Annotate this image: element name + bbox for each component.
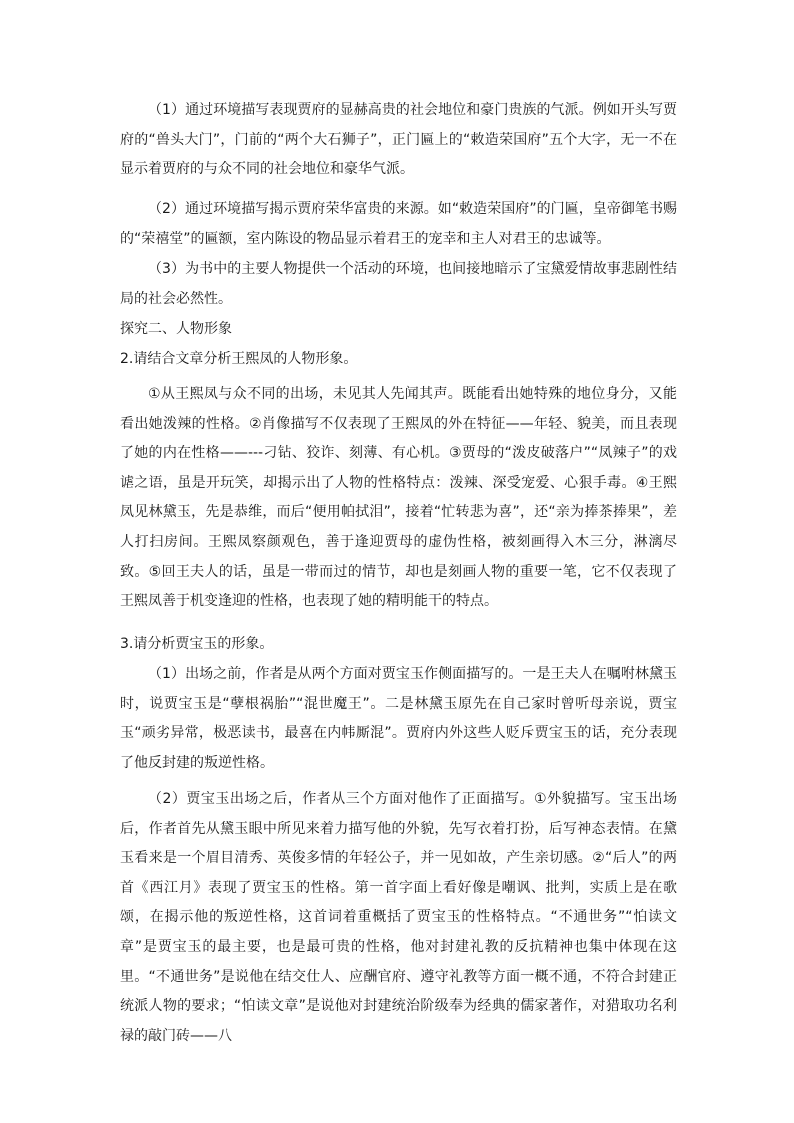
paragraph-wang-xifeng: ①从王熙凤与众不同的出场，未见其人先闻其声。既能看出她特殊的地位身分，又能看出她泼辣的性格。②肖像描写不仅表现了王熙凤的外在特征——年轻、貌美，而且表现了她的内在性格——---刁钻、狡诈、刻薄、有心机。③贾母的“泼皮破落户”“凤辣子”的戏谑之语，虽是开玩笑，却揭示出了人物的性格特点：泼辣、深受宠爱、心狠手毒。④王熙凤见林黛玉，先是恭维，而后“便用帕拭泪”，接着“忙转悲为喜”，还“亲为捧茶捧果”，差人打扫房间。王熙凤察颜观色，善于逢迎贾母的虚伪性格，被刻画得入木三分，淋漓尽致。⑤回王夫人的话，虽是一带而过的情节，却也是刻画人物的重要一笔，它不仅表现了王熙凤善于机变逢迎的性格，也表现了她的精明能干的特点。 — [120, 386, 677, 610]
paragraph-environment-1: （1）通过环境描写表现贾府的显赫高贵的社会地位和豪门贵族的气派。例如开头写贾府的“兽头大门”，门前的“两个大石狮子”，正门匾上的“敕造荣国府”五个大字，无一不在显示着贾府的与众不同的社会地位和豪华气派。 — [120, 102, 677, 178]
paragraph-environment-2: （2）通过环境描写揭示贾府荣华富贵的来源。如“敕造荣国府”的门匾，皇帝御笔书赐的“荣禧堂”的匾额，室内陈设的物品显示着君王的宠幸和主人对君王的忠诚等。 — [120, 201, 677, 247]
paragraph-baoyu-2: （2）贾宝玉出场之后，作者从三个方面对他作了正面描写。①外貌描写。宝玉出场后，作者首先从黛玉眼中所见来着力描写他的外貌，先写衣着打扮，后写神态表情。在黛玉看来是一个眉目清秀、英俊多情的年轻公子，并一见如故，产生亲切感。②“后人”的两首《西江月》表现了贾宝玉的性格。第一首字面上看好像是嘲讽、批判，实质上是在歌颂，在揭示他的叛逆性格，这首词着重概括了贾宝玉的性格特点。“不通世务”“怕读文章”是贾宝玉的最主要，也是最可贵的性格，他对封建礼教的反抗精神也集中体现在这里。“不通世务”是说他在结交仕人、应酬官府、遵守礼教等方面一概不通，不符合封建正统派人物的要求；“怕读文章”是说他对封建统治阶级奉为经典的儒家著作，对猎取功名利禄的敲门砖——八 — [120, 791, 677, 1044]
section-heading: 探究二、人物形象 — [120, 321, 232, 337]
question-2: 2.请结合文章分析王熙凤的人物形象。 — [120, 351, 358, 367]
paragraph-environment-3: （3）为书中的主要人物提供一个活动的环境，也间接地暗示了宝黛爱情故事悲剧性结局的社会必然性。 — [120, 261, 677, 307]
paragraph-baoyu-1: （1）出场之前，作者是从两个方面对贾宝玉作侧面描写的。一是王夫人在嘱咐林黛玉时，说贾宝玉是“孽根祸胎”“混世魔王”。二是林黛玉原先在自己家时曾听母亲说，贾宝玉“顽劣异常，极恶读书，最喜在内帏厮混”。贾府内外这些人贬斥贾宝玉的话，充分表现了他反封建的叛逆性格。 — [120, 666, 677, 771]
question-3: 3.请分析贾宝玉的形象。 — [120, 636, 274, 652]
